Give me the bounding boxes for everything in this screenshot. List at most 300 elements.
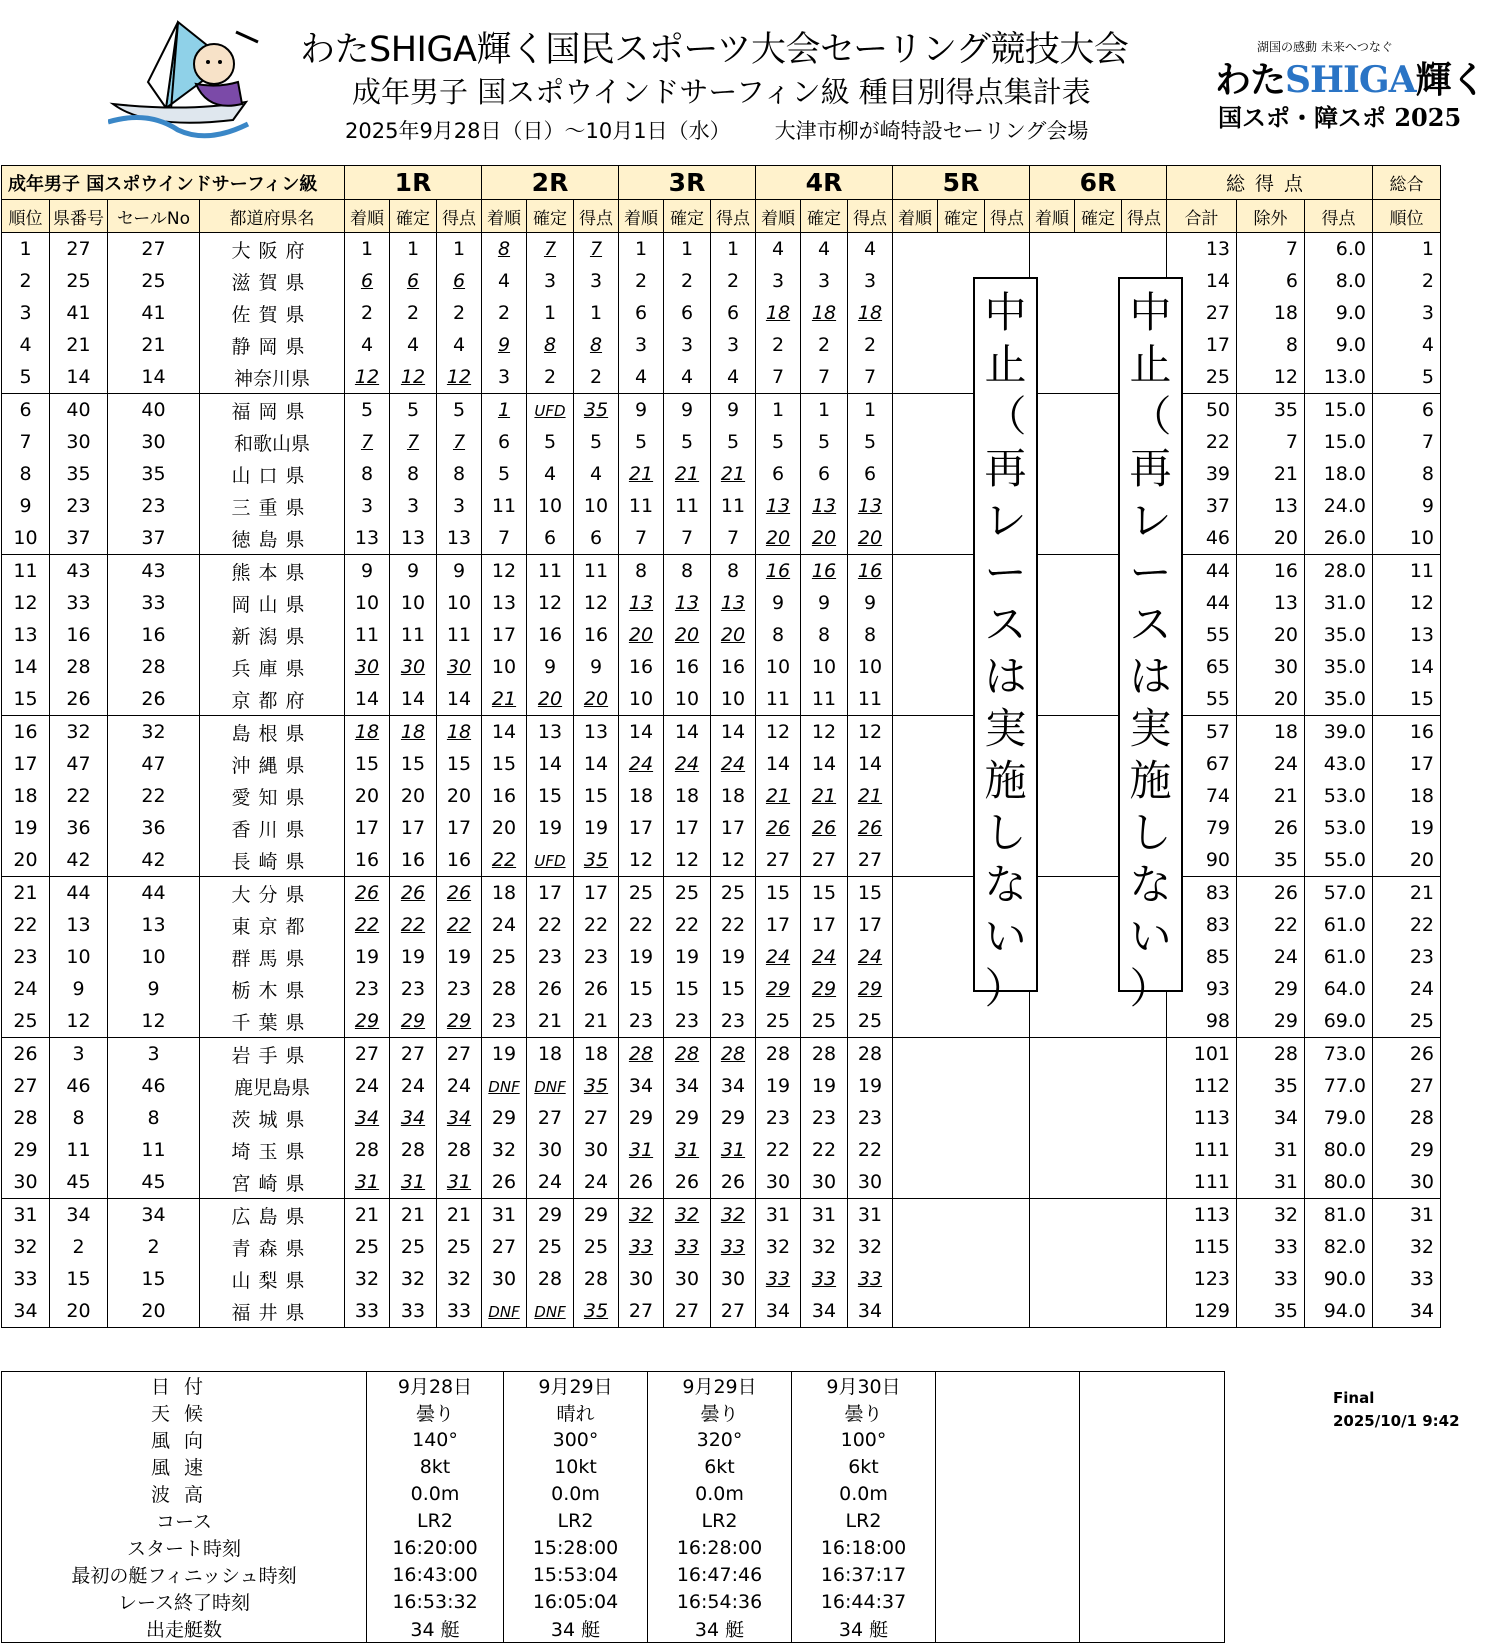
condition-empty: [1080, 1372, 1225, 1400]
table-row: [2, 265, 1441, 297]
col-r5-confirmed: 確定: [938, 200, 985, 233]
sail-no-cell: 13: [108, 909, 200, 941]
r1-cell: 31: [345, 1166, 390, 1199]
r5-cell: [893, 1005, 938, 1038]
score-cell: 53.0: [1305, 812, 1373, 844]
rank-cell: 29: [2, 1134, 50, 1166]
r1-cell: 17: [437, 812, 482, 844]
r4-cell: 32: [848, 1231, 893, 1263]
r1-cell: 10: [345, 587, 390, 619]
r4-cell: 14: [848, 748, 893, 780]
pref-no-cell: 11: [50, 1134, 108, 1166]
excluded-cell: 22: [1237, 909, 1305, 941]
r6-cell: [1075, 329, 1122, 361]
r2-cell: 6: [527, 522, 574, 555]
r2-cell: 6: [574, 522, 619, 555]
r6-cell: [1075, 1070, 1122, 1102]
pref-no-cell: 47: [50, 748, 108, 780]
r4-cell: 9: [801, 587, 848, 619]
cancel-char: し: [984, 808, 1027, 857]
r3-cell: 16: [664, 651, 711, 683]
r4-cell: 14: [756, 748, 801, 780]
r4-cell: 4: [848, 233, 893, 266]
table-row: [2, 1134, 1441, 1166]
sub-header-row: [2, 200, 1441, 233]
sum-cell: 123: [1167, 1263, 1237, 1295]
r5-cell: [938, 1070, 985, 1102]
pref-no-cell: 30: [50, 426, 108, 458]
r3-cell: 20: [619, 619, 664, 651]
r1-cell: 3: [437, 490, 482, 522]
r2-cell: 17: [482, 619, 527, 651]
r2-cell: 18: [527, 1038, 574, 1071]
condition-row: [2, 1507, 1225, 1534]
r6-cell: [1075, 1166, 1122, 1199]
r4-cell: 6: [801, 458, 848, 490]
pref-no-cell: 9: [50, 973, 108, 1005]
overall-rank-cell: 29: [1373, 1134, 1441, 1166]
r3-cell: 33: [664, 1231, 711, 1263]
r5-cell: [893, 394, 938, 427]
excluded-cell: 28: [1237, 1038, 1305, 1071]
condition-value: 15:28:00: [504, 1534, 648, 1561]
r6-cell: [1075, 1231, 1122, 1263]
table-row: [2, 909, 1441, 941]
r1-cell: 11: [390, 619, 437, 651]
condition-value: 16:47:46: [648, 1561, 792, 1588]
cancel-char: い: [984, 912, 1027, 961]
r4-cell: 7: [848, 361, 893, 394]
r1-cell: 23: [390, 973, 437, 1005]
r6-cell: [1075, 619, 1122, 651]
r4-cell: 29: [756, 973, 801, 1005]
score-cell: 35.0: [1305, 651, 1373, 683]
r1-cell: 32: [390, 1263, 437, 1295]
overall-rank-cell: 16: [1373, 716, 1441, 749]
r3-cell: 24: [619, 748, 664, 780]
r6-cell: [1075, 490, 1122, 522]
pref-name-cell: 大阪府: [200, 233, 345, 266]
sail-no-cell: 10: [108, 941, 200, 973]
r2-cell: 11: [482, 490, 527, 522]
r6-cell: [1030, 1231, 1075, 1263]
r1-cell: 1: [345, 233, 390, 266]
pref-name-cell: 青森県: [200, 1231, 345, 1263]
r1-cell: 22: [345, 909, 390, 941]
r3-cell: 12: [664, 844, 711, 877]
r2-cell: 15: [527, 780, 574, 812]
pref-no-cell: 15: [50, 1263, 108, 1295]
r4-cell: 3: [848, 265, 893, 297]
condition-label: 風向: [2, 1426, 367, 1453]
condition-value: 34 艇: [648, 1615, 792, 1643]
cancel-char: ス: [984, 600, 1027, 649]
sum-cell: 111: [1167, 1134, 1237, 1166]
r5-cell: [893, 812, 938, 844]
r2-cell: 24: [574, 1166, 619, 1199]
r6-cell: [1122, 1038, 1167, 1071]
r6-cell: [1075, 394, 1122, 427]
score-cell: 90.0: [1305, 1263, 1373, 1295]
sail-no-cell: 14: [108, 361, 200, 394]
r1-cell: 33: [390, 1295, 437, 1328]
pref-no-cell: 42: [50, 844, 108, 877]
col-r3-finish: 着順: [619, 200, 664, 233]
overall-rank-cell: 20: [1373, 844, 1441, 877]
r3-cell: 22: [711, 909, 756, 941]
round-header-4: 4R: [756, 166, 893, 200]
condition-empty: [936, 1480, 1080, 1507]
sail-no-cell: 20: [108, 1295, 200, 1328]
r5-cell: [938, 1199, 985, 1232]
r1-cell: 16: [437, 844, 482, 877]
r2-cell: 30: [574, 1134, 619, 1166]
r4-cell: 26: [848, 812, 893, 844]
r1-cell: 32: [345, 1263, 390, 1295]
r5-cell: [893, 1070, 938, 1102]
rank-cell: 5: [2, 361, 50, 394]
col-score: 得点: [1305, 200, 1373, 233]
r3-cell: 13: [711, 587, 756, 619]
r3-cell: 9: [664, 394, 711, 427]
r2-cell: 13: [482, 587, 527, 619]
r4-cell: 4: [756, 233, 801, 266]
r4-cell: 7: [801, 361, 848, 394]
r3-cell: 19: [711, 941, 756, 973]
r3-cell: 32: [664, 1199, 711, 1232]
r1-cell: 4: [437, 329, 482, 361]
r3-cell: 32: [711, 1199, 756, 1232]
r5-cell: [985, 1038, 1030, 1071]
r3-cell: 33: [619, 1231, 664, 1263]
r5-cell: [985, 1102, 1030, 1134]
r3-cell: 28: [664, 1038, 711, 1071]
r4-cell: 13: [801, 490, 848, 522]
pref-name-cell: 沖縄県: [200, 748, 345, 780]
r1-cell: 32: [437, 1263, 482, 1295]
pref-name-cell: 山梨県: [200, 1263, 345, 1295]
score-cell: 18.0: [1305, 458, 1373, 490]
r4-cell: 34: [848, 1295, 893, 1328]
excluded-cell: 13: [1237, 587, 1305, 619]
overall-rank-cell: 27: [1373, 1070, 1441, 1102]
condition-value: 16:20:00: [367, 1534, 504, 1561]
r5-cell: [893, 748, 938, 780]
r5-cell: [893, 716, 938, 749]
logo-tagline: 湖国の感動 未来へつなぐ: [1257, 40, 1393, 54]
r4-cell: 23: [801, 1102, 848, 1134]
r2-cell: 12: [527, 587, 574, 619]
r3-cell: 11: [664, 490, 711, 522]
r6-cell: [1122, 1070, 1167, 1102]
condition-empty: [936, 1453, 1080, 1480]
r1-cell: 25: [437, 1231, 482, 1263]
r1-cell: 3: [390, 490, 437, 522]
r5-cell: [938, 1005, 985, 1038]
r3-cell: 16: [711, 651, 756, 683]
r4-cell: 34: [756, 1295, 801, 1328]
condition-row: [2, 1534, 1225, 1561]
r1-cell: 28: [345, 1134, 390, 1166]
table-row: [2, 780, 1441, 812]
sail-no-cell: 43: [108, 555, 200, 588]
r4-cell: 9: [848, 587, 893, 619]
r2-cell: 16: [482, 780, 527, 812]
condition-value: 0.0m: [648, 1480, 792, 1507]
r2-cell: 1: [482, 394, 527, 427]
rank-cell: 26: [2, 1038, 50, 1071]
sum-cell: 129: [1167, 1295, 1237, 1328]
pref-name-cell: 福岡県: [200, 394, 345, 427]
condition-label: コース: [2, 1507, 367, 1534]
col-r1-confirmed: 確定: [390, 200, 437, 233]
pref-name-cell: 神奈川県: [200, 361, 345, 394]
r3-cell: 9: [711, 394, 756, 427]
final-timestamp: 2025/10/1 9:42: [1333, 1412, 1460, 1430]
pref-no-cell: 8: [50, 1102, 108, 1134]
score-cell: 15.0: [1305, 426, 1373, 458]
r5-cell: [893, 1102, 938, 1134]
r5-cell: [893, 877, 938, 910]
r3-cell: 29: [711, 1102, 756, 1134]
condition-value: LR2: [792, 1507, 936, 1534]
pref-name-cell: 滋賀県: [200, 265, 345, 297]
score-cell: 69.0: [1305, 1005, 1373, 1038]
r2-cell: 20: [482, 812, 527, 844]
r4-cell: 22: [801, 1134, 848, 1166]
r2-cell: 16: [527, 619, 574, 651]
r2-cell: 8: [527, 329, 574, 361]
r1-cell: 27: [345, 1038, 390, 1071]
rank-cell: 23: [2, 941, 50, 973]
sum-cell: 98: [1167, 1005, 1237, 1038]
score-cell: 28.0: [1305, 555, 1373, 588]
r3-cell: 11: [619, 490, 664, 522]
col-r2-finish: 着順: [482, 200, 527, 233]
r3-cell: 3: [619, 329, 664, 361]
r1-cell: 7: [345, 426, 390, 458]
r4-cell: 26: [801, 812, 848, 844]
pref-no-cell: 36: [50, 812, 108, 844]
sum-cell: 14: [1167, 265, 1237, 297]
excluded-cell: 12: [1237, 361, 1305, 394]
mascot-sailing-logo: [108, 12, 268, 142]
r6-cell: [1030, 1134, 1075, 1166]
r3-cell: 17: [619, 812, 664, 844]
sail-no-cell: 36: [108, 812, 200, 844]
r5-cell: [985, 1070, 1030, 1102]
pref-name-cell: 鹿児島県: [200, 1070, 345, 1102]
overall-rank-cell: 6: [1373, 394, 1441, 427]
r4-cell: 5: [848, 426, 893, 458]
r2-cell: 5: [574, 426, 619, 458]
r6-cell: [1030, 1038, 1075, 1071]
table-row: [2, 458, 1441, 490]
r5-cell: [893, 1263, 938, 1295]
r6-cell: [1030, 1166, 1075, 1199]
pref-name-cell: 新潟県: [200, 619, 345, 651]
sail-no-cell: 37: [108, 522, 200, 555]
condition-value: 16:37:17: [792, 1561, 936, 1588]
condition-label: 天候: [2, 1399, 367, 1426]
r3-cell: 4: [711, 361, 756, 394]
r1-cell: 15: [390, 748, 437, 780]
cancel-char: ー: [1129, 548, 1172, 597]
r4-cell: 28: [801, 1038, 848, 1071]
r4-cell: 28: [848, 1038, 893, 1071]
r1-cell: 11: [437, 619, 482, 651]
r3-cell: 13: [619, 587, 664, 619]
r2-cell: 25: [527, 1231, 574, 1263]
sum-cell: 13: [1167, 233, 1237, 266]
score-cell: 64.0: [1305, 973, 1373, 1005]
excluded-cell: 31: [1237, 1166, 1305, 1199]
condition-empty: [1080, 1534, 1225, 1561]
r4-cell: 7: [756, 361, 801, 394]
excluded-cell: 34: [1237, 1102, 1305, 1134]
pref-name-cell: 茨城県: [200, 1102, 345, 1134]
score-cell: 39.0: [1305, 716, 1373, 749]
r3-cell: 6: [619, 297, 664, 329]
r2-cell: 12: [482, 555, 527, 588]
pref-no-cell: 46: [50, 1070, 108, 1102]
r2-cell: 28: [574, 1263, 619, 1295]
r1-cell: 29: [437, 1005, 482, 1038]
r1-cell: 18: [390, 716, 437, 749]
r3-cell: 25: [711, 877, 756, 910]
r4-cell: 25: [756, 1005, 801, 1038]
r4-cell: 10: [801, 651, 848, 683]
r4-cell: 16: [801, 555, 848, 588]
pref-name-cell: 香川県: [200, 812, 345, 844]
event-logo: わたSHIGA輝く: [1215, 59, 1486, 101]
r2-cell: 4: [574, 458, 619, 490]
condition-value: 曇り: [367, 1399, 504, 1426]
sum-cell: 115: [1167, 1231, 1237, 1263]
round-6-cancelled-notice: [1118, 277, 1183, 1013]
r1-cell: 27: [390, 1038, 437, 1071]
r1-cell: 10: [390, 587, 437, 619]
r1-cell: 16: [345, 844, 390, 877]
score-cell: 15.0: [1305, 394, 1373, 427]
r2-cell: 24: [527, 1166, 574, 1199]
sum-cell: 113: [1167, 1102, 1237, 1134]
excluded-cell: 20: [1237, 619, 1305, 651]
r2-cell: 2: [482, 297, 527, 329]
r1-cell: 8: [390, 458, 437, 490]
sum-cell: 90: [1167, 844, 1237, 877]
score-cell: 94.0: [1305, 1295, 1373, 1328]
r2-cell: 29: [574, 1199, 619, 1232]
condition-value: 10kt: [504, 1453, 648, 1480]
r3-cell: 30: [711, 1263, 756, 1295]
r2-cell: 19: [527, 812, 574, 844]
r3-cell: 7: [619, 522, 664, 555]
condition-row: [2, 1453, 1225, 1480]
event-dates-venue: [345, 115, 1088, 145]
r4-cell: 2: [801, 329, 848, 361]
r4-cell: 1: [848, 394, 893, 427]
sail-no-cell: 25: [108, 265, 200, 297]
r3-cell: 17: [664, 812, 711, 844]
r1-cell: 19: [345, 941, 390, 973]
r3-cell: 20: [711, 619, 756, 651]
r5-cell: [938, 1295, 985, 1328]
r2-cell: 27: [482, 1231, 527, 1263]
r2-cell: 25: [482, 941, 527, 973]
condition-empty: [936, 1372, 1080, 1400]
page-title: わたSHIGA輝く国民スポーツ大会セーリング競技大会: [300, 30, 1129, 70]
r1-cell: 20: [345, 780, 390, 812]
condition-empty: [936, 1426, 1080, 1453]
overall-rank-cell: 5: [1373, 361, 1441, 394]
r3-cell: 17: [711, 812, 756, 844]
r1-cell: 18: [345, 716, 390, 749]
cancel-char: ）: [984, 964, 1027, 1013]
r5-cell: [938, 1166, 985, 1199]
sum-cell: 83: [1167, 909, 1237, 941]
overall-rank-cell: 13: [1373, 619, 1441, 651]
r5-cell: [938, 1231, 985, 1263]
r2-cell: 15: [482, 748, 527, 780]
r6-cell: [1075, 651, 1122, 683]
r4-cell: 26: [756, 812, 801, 844]
r3-cell: 25: [664, 877, 711, 910]
r1-cell: 19: [390, 941, 437, 973]
r4-cell: 2: [756, 329, 801, 361]
r4-cell: 30: [848, 1166, 893, 1199]
r3-cell: 3: [711, 329, 756, 361]
table-row: [2, 522, 1441, 555]
r4-cell: 27: [801, 844, 848, 877]
overall-rank-cell: 33: [1373, 1263, 1441, 1295]
r2-cell: 7: [574, 233, 619, 266]
condition-value: 34 艇: [504, 1615, 648, 1643]
overall-header: 総合: [1373, 166, 1441, 200]
overall-rank-cell: 34: [1373, 1295, 1441, 1328]
r1-cell: 11: [345, 619, 390, 651]
sail-no-cell: 8: [108, 1102, 200, 1134]
pref-name-cell: 栃木県: [200, 973, 345, 1005]
pref-no-cell: 34: [50, 1199, 108, 1232]
score-cell: 55.0: [1305, 844, 1373, 877]
r3-cell: 18: [711, 780, 756, 812]
r1-cell: 9: [437, 555, 482, 588]
r2-cell: 14: [482, 716, 527, 749]
rank-cell: 16: [2, 716, 50, 749]
col-excluded: 除外: [1237, 200, 1305, 233]
r5-cell: [938, 1038, 985, 1071]
r2-cell: 30: [482, 1263, 527, 1295]
condition-label: 日付: [2, 1372, 367, 1400]
r2-cell: 22: [482, 844, 527, 877]
sum-cell: 65: [1167, 651, 1237, 683]
sail-no-cell: 28: [108, 651, 200, 683]
r2-cell: 26: [574, 973, 619, 1005]
pref-no-cell: 14: [50, 361, 108, 394]
condition-value: 曇り: [648, 1399, 792, 1426]
final-stamp: [1333, 1387, 1460, 1433]
excluded-cell: 13: [1237, 490, 1305, 522]
rank-cell: 15: [2, 683, 50, 716]
condition-value: 6kt: [648, 1453, 792, 1480]
condition-empty: [1080, 1399, 1225, 1426]
excluded-cell: 29: [1237, 1005, 1305, 1038]
r4-cell: 17: [801, 909, 848, 941]
cancel-char: （: [1129, 392, 1172, 441]
score-cell: 13.0: [1305, 361, 1373, 394]
sail-no-cell: 30: [108, 426, 200, 458]
